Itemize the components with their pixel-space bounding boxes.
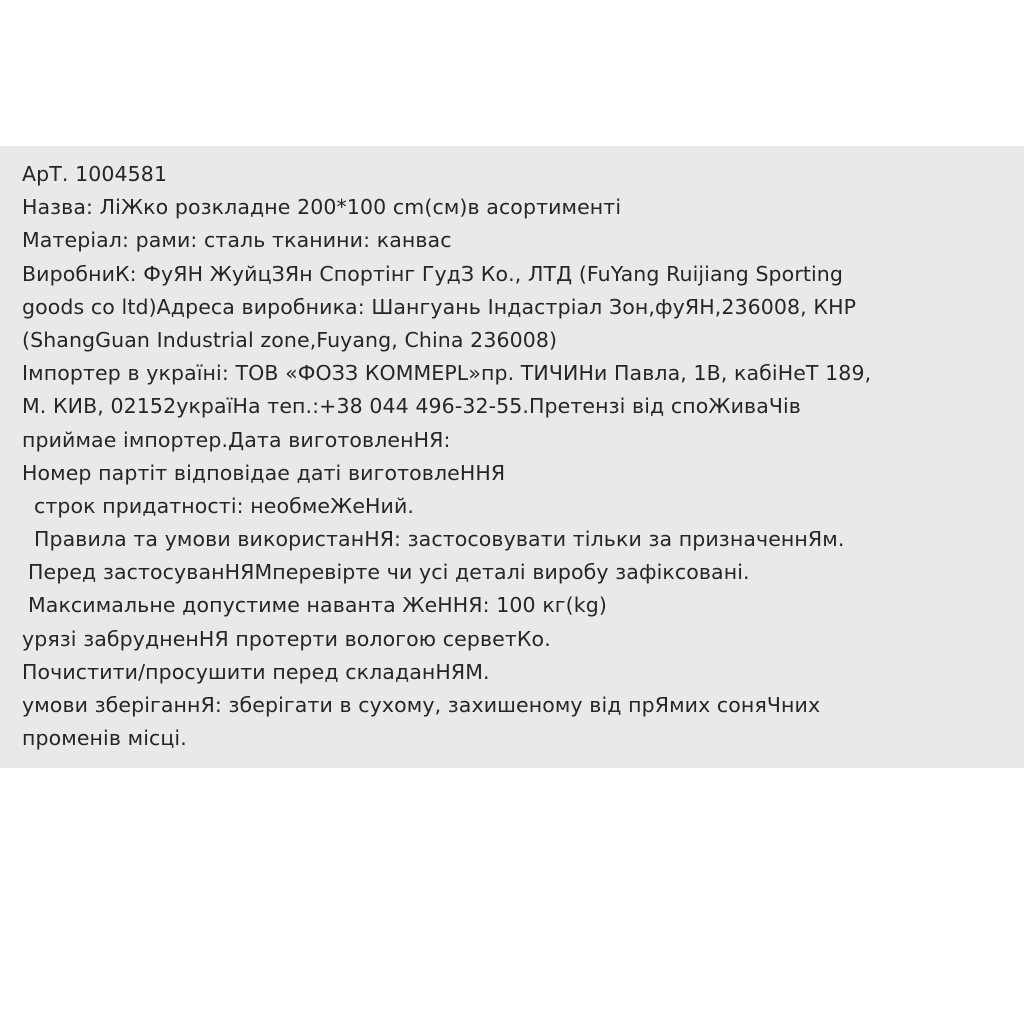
label-line-batch: Номер партіт відповідае даті виготовлеННЯ bbox=[22, 460, 506, 485]
label-line-before-use: Перед застосуванНЯМперевірте чи усі деталі виробу зафіксовані. bbox=[28, 560, 750, 585]
label-line-manufacturer-address-en: (ShangGuan Industrial zone,Fuyang, China 236008) bbox=[22, 327, 558, 352]
label-line-drying: Почистити/просушити перед складанНЯМ. bbox=[22, 659, 490, 684]
label-line-usage-rules: Правила та умови використанНЯ: застосовувати тільки за призначеннЯм. bbox=[34, 527, 845, 552]
label-line-importer-contact: М. КИВ, 02152україНа теп.:+38 044 496-32-55.Претензі від споЖиваЧів bbox=[22, 394, 801, 419]
label-line-max-load: Максимальне допустиме наванта ЖеННЯ: 100 кг(kg) bbox=[28, 593, 607, 618]
label-line-shelf-life: строк придатності: необмеЖеНий. bbox=[34, 493, 415, 518]
label-line-storage-cont: променів місці. bbox=[22, 726, 187, 751]
label-text-block bbox=[22, 158, 1022, 755]
label-line-manufacturer: ВиробниК: ФуЯН ЖуйцЗЯн Спортінг ГудЗ Ко., ЛТД (FuYang Ruijiang Sporting bbox=[22, 261, 843, 286]
label-line-manufacturer-address: goods co ltd)Адреса виробника: Шангуань Індастріал Зон,фуЯН,236008, КНР bbox=[22, 294, 857, 319]
label-line-cleaning: урязі забрудненНЯ протерти вологою серветКо. bbox=[22, 626, 551, 651]
label-line-name: Назва: ЛіЖко розкладне 200*100 cm(см)в асортименті bbox=[22, 195, 622, 220]
product-label-sticker bbox=[0, 146, 1024, 768]
label-line-article: АрТ. 1004581 bbox=[22, 162, 168, 186]
label-line-material: Матеріал: рами: сталь тканини: канвас bbox=[22, 228, 452, 253]
label-line-storage: умови зберіганнЯ: зберігати в сухому, захишеному від прЯмих соняЧних bbox=[22, 693, 821, 717]
label-line-importer: Імпортер в україні: ТОВ «ФОЗЗ КОММЕРL»пр. ТИЧИНи Павла, 1В, кабіНеТ 189, bbox=[22, 361, 872, 386]
label-line-claims: приймае імпортер.Дата виготовленНЯ: bbox=[22, 427, 451, 452]
